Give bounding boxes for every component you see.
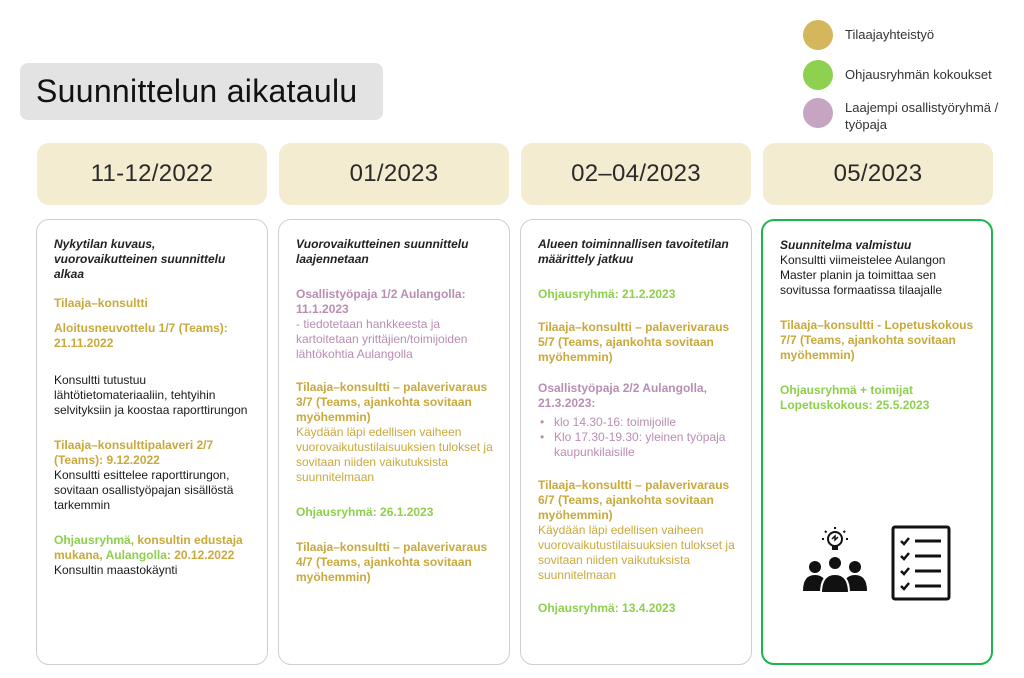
bullet-list: [538, 415, 735, 460]
block-title: Aloitusneuvottelu 1/7 (Teams): 21.11.2022: [54, 321, 228, 350]
block-title: Tilaaja–konsulttipalaveri 2/7 (Teams): 9.12.2022: [54, 438, 214, 467]
title-part: : 20.12.2022: [166, 548, 235, 562]
block-text: Konsultin maastokäynti: [54, 563, 178, 577]
legend-item-steering: [803, 60, 992, 90]
block-title: Tilaaja–konsultti - Lopetuskokous 7/7 (Teams, ajankohta sovitaan myöhemmin): [780, 318, 974, 362]
title-part: , konsultin edustaja mukana,: [54, 533, 243, 562]
block-text: - tiedotetaan hankkeesta ja kartoitetaan yrittäjien/toimijoiden lähtökohtia Aulangolla: [296, 317, 468, 361]
block-text: Konsultti tutustuu lähtötietomateriaaliin, tehtyihin selvityksiin ja koostaa raporttirungon: [54, 373, 248, 417]
legend-dot-purple: [803, 98, 833, 128]
icon-group: [801, 525, 961, 605]
legend-label: Tilaajayhteistyö: [845, 27, 935, 42]
period-header-2: 01/2023: [279, 143, 509, 205]
block-text: Käydään läpi edellisen vaiheen vuorovaikutustilaisuuksien tulokset ja sovitaan niiden vaikutuksista suunnitelmaan: [538, 523, 735, 582]
block-title: Ohjausryhmä + toimijat Lopetuskokous: 25.5.2023: [780, 383, 930, 412]
team-idea-icon: [803, 527, 867, 593]
card-block: [780, 238, 975, 298]
list-item: • klo 14.30-16: toimijoille: [538, 415, 735, 430]
card-block: [296, 287, 493, 362]
card-block: [538, 478, 735, 583]
block-text: Käydään läpi edellisen vaiheen vuorovaikutustilaisuuksien tulokset ja sovitaan niiden vaikutuksista suunnitelmaan: [296, 425, 493, 484]
card-block: [296, 380, 493, 485]
legend-dot-gold: [803, 20, 833, 50]
card-block: [54, 533, 251, 578]
card-heading: Suunnitelma valmistuu: [780, 238, 912, 252]
legend-dot-green: [803, 60, 833, 90]
block-title: [54, 533, 251, 563]
block-title: Tilaaja–konsultti – palaverivaraus 3/7 (Teams, ajankohta sovitaan myöhemmin): [296, 380, 488, 424]
period-header-4: 05/2023: [763, 143, 993, 205]
block-text: Konsultti esittelee raporttirungon, sovitaan osallistyöpajan sisällöstä tarkemmin: [54, 468, 234, 512]
block-title: Ohjausryhmä: 21.2.2023: [538, 287, 676, 301]
legend-label: Laajempi osallistyöryhmä / työpaja: [845, 100, 999, 132]
block-title: Tilaaja–konsultti – palaverivaraus 4/7 (Teams, ajankohta sovitaan myöhemmin): [296, 540, 488, 584]
card-block: [538, 381, 735, 460]
card-block: [54, 438, 251, 513]
block-title: Tilaaja–konsultti: [54, 296, 148, 310]
icon-group-svg: [801, 525, 961, 605]
period-header-1: 11-12/2022: [37, 143, 267, 205]
block-text: Konsultti viimeistelee Aulangon Master planin ja toimittaa sen sovitussa formaatissa tilaajalle: [780, 253, 946, 297]
card-heading: Vuorovaikutteinen suunnittelu laajennetaan: [296, 237, 469, 266]
block-title: Tilaaja–konsultti – palaverivaraus 6/7 (Teams, ajankohta sovitaan myöhemmin): [538, 478, 730, 522]
block-title: Osallistyöpaja 2/2 Aulangolla, 21.3.2023:: [538, 381, 707, 410]
list-item: • Klo 17.30-19.30: yleinen työpaja kaupunkilaisille: [538, 430, 735, 460]
legend-item-workshop: [803, 98, 1010, 133]
checklist-icon: [893, 527, 949, 599]
page-title: Suunnittelun aikataulu: [20, 63, 383, 120]
card-heading: Nykytilan kuvaus, vuorovaikutteinen suunnittelu alkaa: [54, 237, 226, 281]
legend-label: Ohjausryhmän kokoukset: [845, 67, 992, 82]
legend-item-client: [803, 20, 934, 50]
block-title: Ohjausryhmä: 26.1.2023: [296, 505, 434, 519]
block-title: Ohjausryhmä: 13.4.2023: [538, 601, 676, 615]
period-header-3: 02–04/2023: [521, 143, 751, 205]
card-heading: Alueen toiminnallisen tavoitetilan määrittely jatkuu: [538, 237, 729, 266]
block-title: Osallistyöpaja 1/2 Aulangolla: 11.1.2023: [296, 287, 466, 316]
phase-card-2: [278, 219, 510, 665]
card-block: [54, 296, 251, 351]
phase-card-3: [520, 219, 752, 665]
block-title: Tilaaja–konsultti – palaverivaraus 5/7 (Teams, ajankohta sovitaan myöhemmin): [538, 320, 730, 364]
title-part: Aulangolla: [105, 548, 167, 562]
title-part: Ohjausryhmä: [54, 533, 131, 547]
phase-card-1: [36, 219, 268, 665]
phase-card-4: [761, 219, 993, 665]
